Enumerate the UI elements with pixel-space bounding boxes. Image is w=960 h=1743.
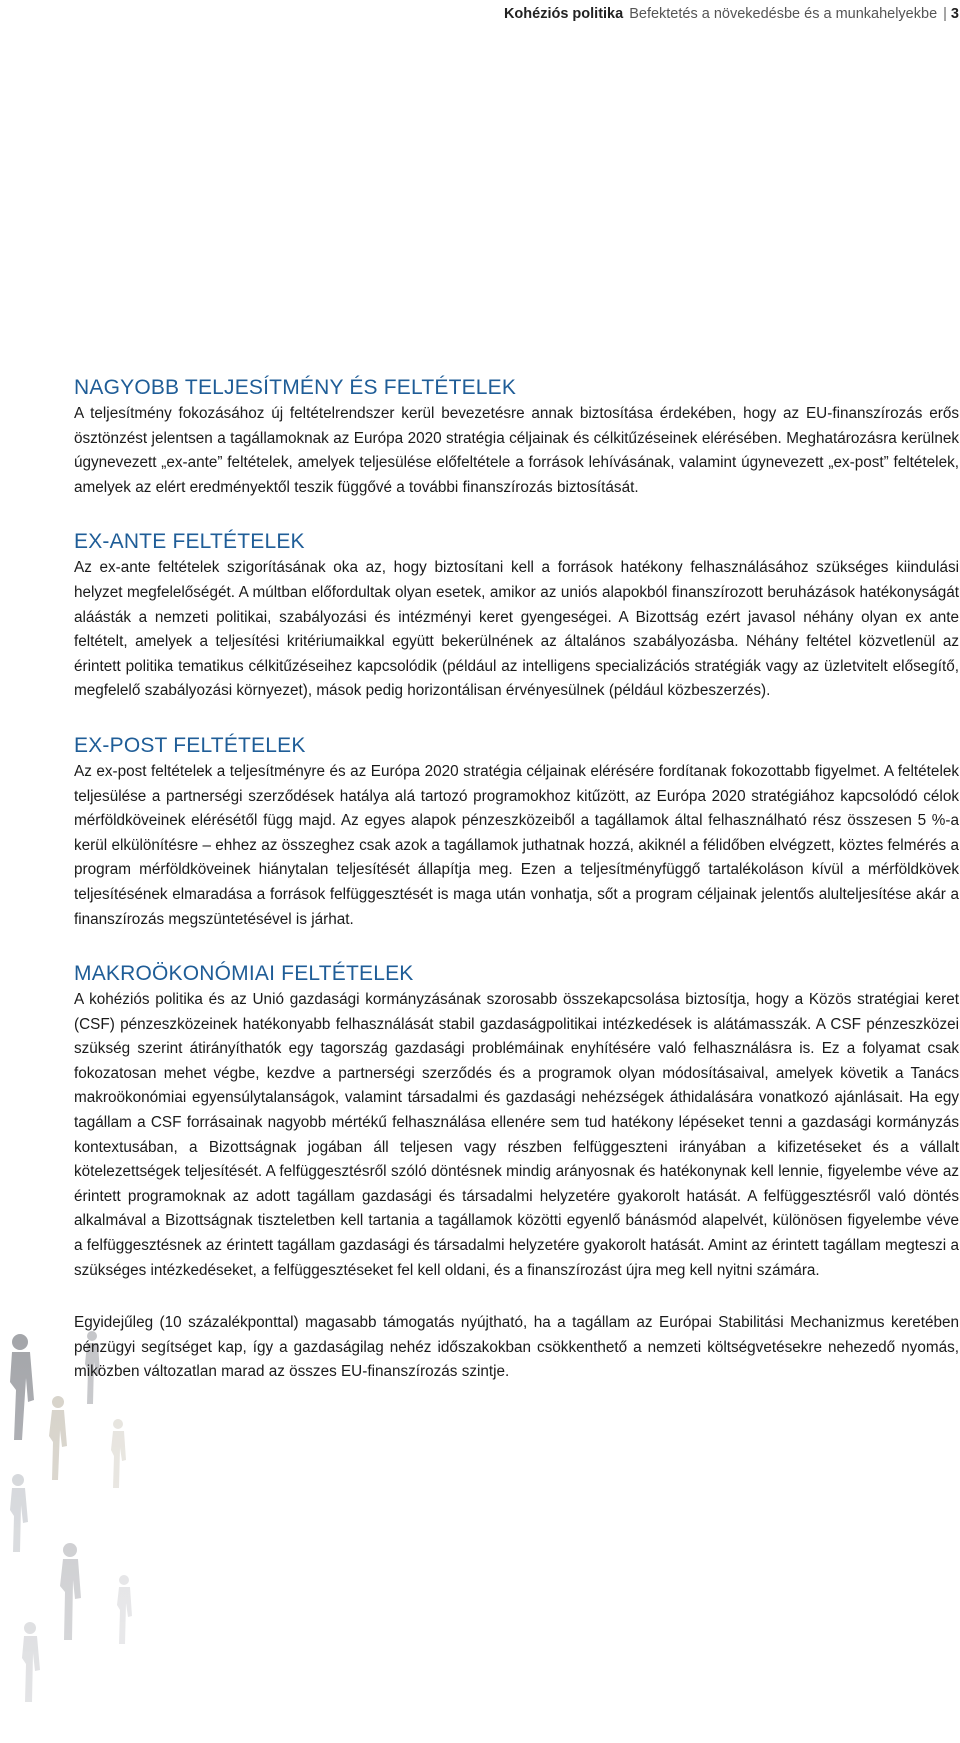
header-separator: | bbox=[943, 6, 947, 22]
section-heading: EX-POST FELTÉTELEK bbox=[74, 733, 306, 757]
main-content bbox=[74, 374, 959, 1413]
section-paragraph: Egyidejűleg (10 százalékponttal) magasabb támogatás nyújtható, ha a tagállam az Európai Stabilitási Mechanizmus keretében pénzügyi segítséget kap, így a gazdaságilag nehéz időszakokban csökkenthető a nemzeti költségvetésekre nehezedő nyomás, miközben változatlan marad az összes EU-finanszírozás szintje. bbox=[74, 1314, 959, 1381]
section-paragraph: A kohéziós politika és az Unió gazdasági kormányzásának szorosabb összekapcsolása biztosítja, hogy a Közös stratégiai keret (CSF) pénzeszközeinek hatékonyabb felhasználását stabil gazdaságpolitikai intézkedések is alátámasszák. A CSF pénzeszközei szükség szerint átirányíthatók egy tagország gazdasági problémáinak enyhítésére való felhasználásra is. Ez a folyamat csak fokozatosan mehet végbe, kezdve a partnerségi szerződés és a programok olyan módosításaival, amelyek követik a Tanács makroökonómiai egyensúlytalanságok, valamint társadalmi és gazdasági nehézségek áthidalására vonatkozó ajánlásait. Ha egy tagállam a CSF forrásainak nagyobb mértékű felhasználása ellenére sem tud hatékony lépéseket tenni a gazdasági kormányzás kontextusában, a Bizottságnak jogában áll teljesen vagy részben felfüggeszteni irányában a kifizetéseket és a vállalt kötelezettségek teljesítését. A felfüggesztésről szóló döntésnek mindig arányosnak és hatékonynak kell lennie, figyelembe véve az érintett programoknak az adott tagállam gazdasági és társadalmi helyzetére gyakorolt hatását. A felfüggesztésről való döntés alkalmával a Bizottságnak tiszteletben kell tartania a tagállamok közötti egyenlő bánásmód alapelvét, különösen figyelembe véve a felfüggesztésnek az érintett tagállam gazdasági és társadalmi helyzetére gyakorolt hatását. Amint az érintett tagállam megteszi a szükséges intézkedéseket, a felfüggesztéseket fel kell oldani, és a finanszírozást újra meg kell nyitni számára. bbox=[74, 991, 959, 1279]
section-heading: MAKROÖKONÓMIAI FELTÉTELEK bbox=[74, 962, 414, 986]
page-header bbox=[504, 4, 960, 24]
section-paragraph: Az ex-post feltételek a teljesítményre és az Európa 2020 stratégia céljainak elérésére fordítanak fokozottabb figyelmet. A feltételek teljesülése a partnerségi szerződések hatálya alá tartozó programokhoz kitűzött, az Európa 2020 stratégiához kapcsolódó célok mérföldköveinek elérésétől függ majd. Az egyes alapok pénzeszközeiből a tagállamok által felhasználható rész összesen 5 %-a kerül elkülönítésre – ehhez az összeghez csak azok a tagállamok juthatnak hozzá, akiknél a félidőben elvégzett, köztes felmérés a program mérföldköveinek hiánytalan teljesítését állapítja meg. Ezen a teljesítményfüggő tartalékoláson kívül a mérföldkövek teljesítésének elmaradása a források felfüggesztését is maga után vonhatja, sőt a program céljainak jelentős alulteljesítése akár a finanszírozás megszüntetésével is járhat. bbox=[74, 762, 959, 928]
section-macroeconomic bbox=[74, 960, 959, 1283]
section-performance-conditions bbox=[74, 374, 959, 500]
section-heading: NAGYOBB TELJESÍTMÉNY ÉS FELTÉTELEK bbox=[74, 376, 517, 399]
section-paragraph: A teljesítmény fokozásához új feltételrendszer kerül bevezetésre annak biztosítása érdekében, hogy az EU-finanszírozás erős ösztönzést jelentsen a tagállamoknak az Európa 2020 stratégia céljainak és célkitűzéseinek elérésében. Meghatározásra kerülnek úgynevezett „ex-ante” feltételek, amelyek teljesülése előfeltétele a források lehívásának, valamint úgynevezett „ex-post” feltételek, amelyek az elért eredményektől teszik függővé a további finanszírozás biztosítását. bbox=[74, 405, 959, 496]
section-paragraph: Az ex-ante feltételek szigorításának oka az, hogy biztosítani kell a források hatékony felhasználásához szükséges kiindulási helyzet megfelelőségét. A múltban előfordultak olyan esetek, amikor az uniós alapokból finanszírozott beruházások hatékonyságát aláásták a nemzeti politikai, szabályozási és intézményi keret gyengeségei. A Bizottság ezért javasol néhány olyan ex ante feltételt, amelyek a teljesítési kritériumaikkal együtt bekerülnének az általános szabályozásba. Néhány feltétel közvetlenül az érintett politika tematikus célkitűzéseihez kapcsolódik (például az intelligens specializációs stratégiák vagy az üzletvitelt elősegítő, megfelelő szabályozási környezet), mások pedig horizontálisan érvényesülnek (például közbeszerzés). bbox=[74, 559, 959, 700]
section-ex-ante bbox=[74, 528, 959, 704]
section-additional-support bbox=[74, 1311, 959, 1385]
section-ex-post bbox=[74, 732, 959, 932]
document-title: Kohéziós politika bbox=[503, 6, 624, 22]
document-subtitle: Befektetés a növekedésbe és a munkahelyekbe bbox=[629, 6, 938, 22]
page-number: 3 bbox=[950, 6, 959, 22]
section-heading: EX-ANTE FELTÉTELEK bbox=[74, 530, 305, 554]
